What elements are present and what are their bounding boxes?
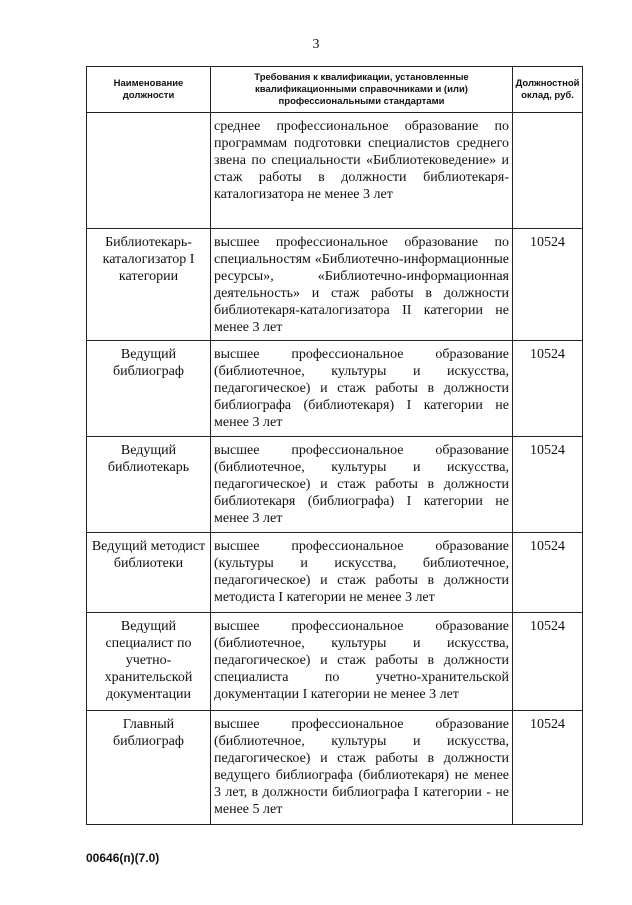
- salary-cell: 10524: [513, 533, 583, 613]
- requirements-cell: высшее профессиональное образование (библиотечное, культуры и искусства, педагогическое) и стаж работы в должности специалиста по учетно-хранительской документации I категории не менее 3 лет: [211, 613, 513, 711]
- table-row: [87, 113, 583, 229]
- table-row: [87, 341, 583, 437]
- position-name-cell: Ведущий специалист по учетно-хранительской документации: [87, 613, 211, 711]
- position-name-cell: [87, 113, 211, 229]
- position-name-cell: Ведущий библиотекарь: [87, 437, 211, 533]
- position-name-cell: Ведущий библиограф: [87, 341, 211, 437]
- requirements-cell: высшее профессиональное образование (библиотечное, культуры и искусства, педагогическое) и стаж работы в должности библиографа (библиотекаря) I категории не менее 3 лет: [211, 341, 513, 437]
- salary-cell: 10524: [513, 229, 583, 341]
- header-requirements: Требования к квалификации, установленные квалификационными справочниками и (или) профессиональными стандартами: [211, 67, 513, 113]
- position-name-cell: Ведущий методист библиотеки: [87, 533, 211, 613]
- position-name-cell: Главный библиограф: [87, 711, 211, 825]
- position-name-cell: Библиотекарь-каталогизатор I категории: [87, 229, 211, 341]
- requirements-cell: высшее профессиональное образование (библиотечное, культуры и искусства, педагогическое) и стаж работы в должности ведущего библиографа (библиотекаря) не менее 3 лет, в должности библиографа I категории - не менее 5 лет: [211, 711, 513, 825]
- table-row: [87, 533, 583, 613]
- salary-cell: 10524: [513, 341, 583, 437]
- table-header-row: [87, 67, 583, 113]
- document-code: 00646(п)(7.0): [86, 851, 160, 865]
- requirements-cell: высшее профессиональное образование по специальностям «Библиотечно-информационные ресурсы», «Библиотечно-информационная деятельность» и стаж работы в должности библиотекаря-каталогизатора II категории не менее 3 лет: [211, 229, 513, 341]
- salary-cell: 10524: [513, 613, 583, 711]
- qualification-table: [86, 66, 583, 825]
- header-position-name: Наименование должности: [87, 67, 211, 113]
- salary-cell: [513, 113, 583, 229]
- requirements-cell: высшее профессиональное образование (библиотечное, культуры и искусства, педагогическое) и стаж работы в должности библиотекаря (библиографа) I категории не менее 3 лет: [211, 437, 513, 533]
- salary-cell: 10524: [513, 437, 583, 533]
- table-row: [87, 229, 583, 341]
- table-row: [87, 613, 583, 711]
- requirements-cell: среднее профессиональное образование по программам подготовки специалистов среднего звена по специальности «Библиотековедение» и стаж работы в должности библиотекаря-каталогизатора не менее 3 лет: [211, 113, 513, 229]
- salary-cell: 10524: [513, 711, 583, 825]
- header-salary: Должностной оклад, руб.: [513, 67, 583, 113]
- table-row: [87, 437, 583, 533]
- requirements-cell: высшее профессиональное образование (культуры и искусства, библиотечное, педагогическое) и стаж работы в должности методиста I категории не менее 3 лет: [211, 533, 513, 613]
- page-number: 3: [312, 37, 320, 52]
- table-row: [87, 711, 583, 825]
